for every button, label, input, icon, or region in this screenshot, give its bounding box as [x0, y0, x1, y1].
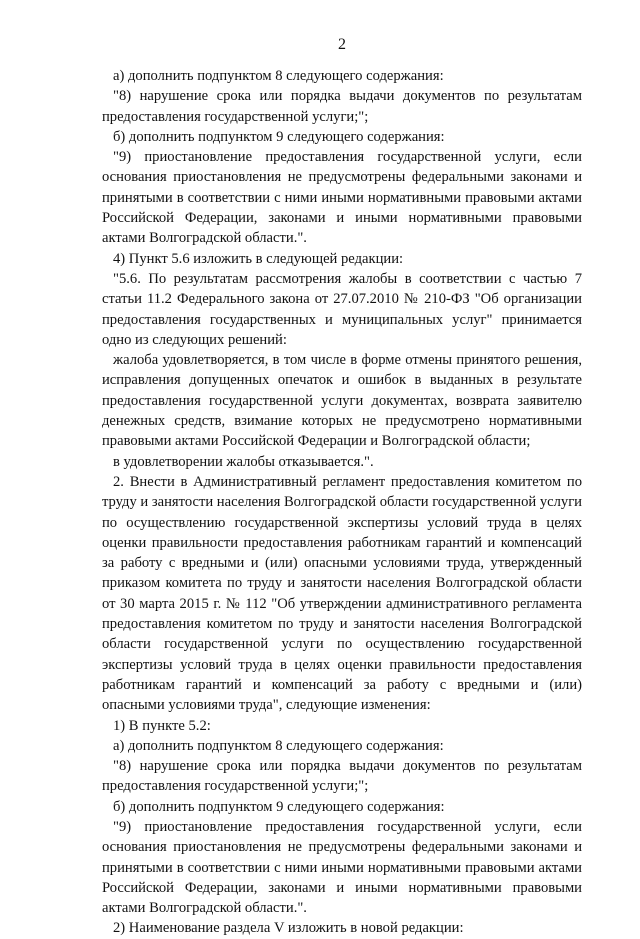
paragraph: "5.6. По результатам рассмотрения жалобы в соответствии с частью 7 статьи 11.2 Федерального закона от 27.07.2010 № 210-ФЗ "Об организации предоставления государственных и муниципальных услуг" принимается одно из следующих решений: [102, 270, 582, 348]
paragraph: "9) приостановление предоставления государственной услуги, если основания приостановления не предусмотрены федеральными законами и принятыми в соответствии с ними иными нормативными правовыми актами Российской Федерации, законами и иными нормативными правовыми актами Волгоградской области.". [102, 818, 582, 917]
paragraph: 1) В пункте 5.2: [113, 717, 211, 734]
paragraph: а) дополнить подпунктом 8 следующего содержания: [113, 68, 444, 84]
paragraph: б) дополнить подпунктом 9 следующего содержания: [113, 128, 445, 145]
paragraph: жалоба удовлетворяется, в том числе в форме отмены принятого решения, исправления допущенных опечаток и ошибок в выданных в результате предоставления государственной услуги документах, возврата заявителю денежных средств, взимание которых не предусмотрено нормативными правовыми актами Российской Федерации и Волгоградской области; [102, 352, 582, 450]
paragraph: "8) нарушение срока или порядка выдачи документов по результатам предоставления государственной услуги;"; [102, 88, 582, 125]
paragraph: 2) Наименование раздела V изложить в новой редакции: [113, 920, 464, 937]
paragraph: 4) Пункт 5.6 изложить в следующей редакции: [113, 250, 404, 267]
page-number: 2 [338, 36, 346, 53]
paragraph: а) дополнить подпунктом 8 следующего содержания: [113, 737, 444, 754]
paragraph: в удовлетворении жалобы отказывается.". [113, 453, 374, 470]
paragraph: б) дополнить подпунктом 9 следующего содержания: [113, 798, 445, 815]
paragraph: "9) приостановление предоставления государственной услуги, если основания приостановления не предусмотрены федеральными законами и принятыми в соответствии с ними иными нормативными правовыми актами Российской Федерации, законами и иными нормативными правовыми актами Волгоградской области.". [102, 149, 582, 247]
paragraph: "8) нарушение срока или порядка выдачи документов по результатам предоставления государственной услуги;"; [102, 758, 582, 795]
paragraph: 2. Внести в Административный регламент предоставления комитетом по труду и занятости населения Волгоградской области государственной услуги по осуществлению государственной экспертизы условий труда в целях оценки правильности предоставления работникам гарантий и компенсаций за работу с вредными и (или) опасными условиями труда, утвержденный приказом комитета по труду и занятости населения Волгоградской области от 30 марта 2015 г. № 112 "Об утверждении административного регламента предоставления комитетом по труду и занятости населения Волгоградской области государственной услуги по осуществлению государственной экспертизы условий труда в целях оценки правильности предоставления работникам гарантий и компенсаций за работу с вредными и (или) опасными условиями труда", следующие изменения: [102, 473, 582, 714]
